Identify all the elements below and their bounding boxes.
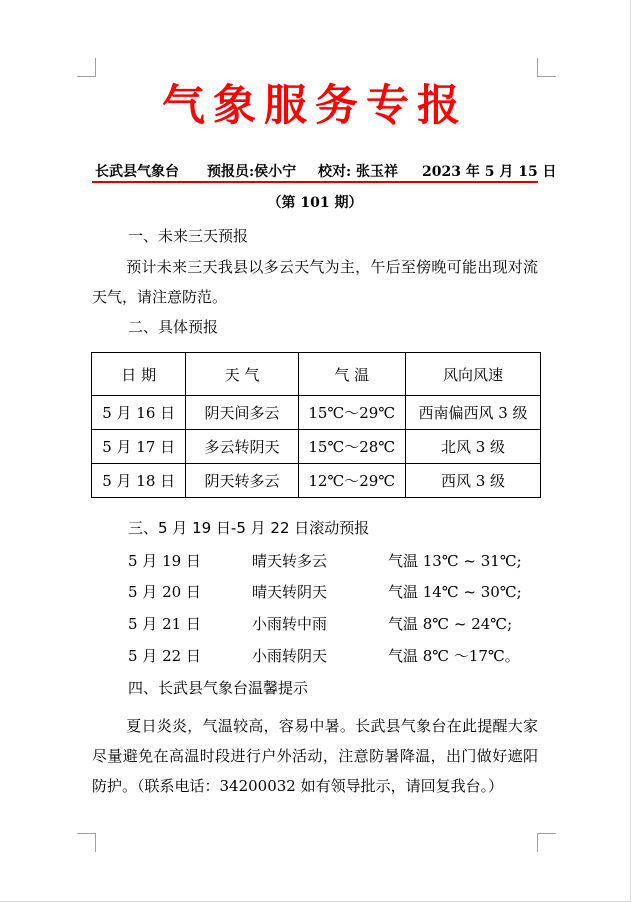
rolling-temp: 气温 13℃ ~ 31℃; (388, 552, 522, 570)
table-cell: 12℃～29℃ (298, 464, 405, 498)
section1-text-content: 预计未来三天我县以多云天气为主，午后至傍晚可能出现对流天气，请注意防范。 (92, 258, 538, 306)
table-cell: 多云转阴天 (186, 430, 298, 464)
rolling-weather: 晴天转多云 (252, 552, 328, 570)
section4-text-content: 夏日炎炎，气温较高，容易中暑。长武县气象台在此提醒大家尽量避免在高温时段进行户外活动，注意防暑降温，出门做好遮阳防护。（联系电话：34200032 如有领导批示，请回复我台。） (92, 717, 538, 795)
table-cell: 15℃～29℃ (298, 396, 405, 430)
header-forecaster: 预报员:侯小宁 (207, 164, 297, 180)
header-date: 2023 年 5 月 15 日 (422, 164, 557, 180)
table-header-cell: 天 气 (186, 353, 298, 396)
table-header-cell: 风向风速 (405, 353, 540, 396)
section4-text (92, 711, 538, 801)
table-cell: 阴天转多云 (186, 464, 298, 498)
margin-corner-bottom-right (537, 833, 556, 852)
rolling-weather: 小雨转中雨 (252, 615, 328, 633)
rolling-date: 5 月 20 日 (128, 583, 201, 601)
rolling-weather: 小雨转阴天 (252, 647, 328, 665)
table-cell: 西南偏西风 3 级 (405, 396, 540, 430)
table-row (92, 430, 541, 464)
list-item (128, 612, 548, 636)
table-header-cell: 日 期 (92, 353, 186, 396)
rolling-date: 5 月 19 日 (128, 552, 201, 570)
section1-heading: 一、未来三天预报 (128, 227, 249, 245)
table-cell: 5 月 17 日 (92, 430, 186, 464)
header-station: 长武县气象台 (95, 164, 179, 180)
rolling-temp: 气温 8℃ ～17℃。 (388, 647, 520, 665)
margin-corner-bottom-left (77, 833, 96, 852)
rolling-temp: 气温 14℃ ~ 30℃; (388, 583, 522, 601)
rolling-temp: 气温 8℃ ~ 24℃; (388, 615, 513, 633)
table-cell: 5 月 16 日 (92, 396, 186, 430)
header-info (92, 161, 557, 183)
rolling-date: 5 月 22 日 (128, 647, 201, 665)
issue-number: （第 101 期） (267, 195, 363, 211)
table-header-cell: 气 温 (298, 353, 405, 396)
list-item (128, 580, 548, 604)
header-divider (92, 181, 538, 183)
margin-corner-top-right (537, 58, 556, 77)
document-title: 气象服务专报 (162, 81, 468, 131)
table-cell: 阴天间多云 (186, 396, 298, 430)
section4-heading: 四、长武县气象台温馨提示 (128, 679, 309, 697)
table-cell: 5 月 18 日 (92, 464, 186, 498)
forecast-table (91, 352, 541, 498)
margin-corner-top-left (77, 58, 96, 77)
table-row (92, 464, 541, 498)
section2-heading: 二、具体预报 (128, 318, 219, 336)
table-cell: 15℃～28℃ (298, 430, 405, 464)
table-row (92, 396, 541, 430)
rolling-date: 5 月 21 日 (128, 615, 201, 633)
table-header-row (92, 353, 541, 396)
table-cell: 西风 3 级 (405, 464, 540, 498)
header-checker: 校对: 张玉祥 (318, 164, 399, 180)
rolling-weather: 晴天转阴天 (252, 583, 328, 601)
list-item (128, 549, 548, 573)
table-cell: 北风 3 级 (405, 430, 540, 464)
section1-text (92, 252, 538, 312)
section3-heading: 三、5 月 19 日-5 月 22 日滚动预报 (128, 519, 370, 537)
list-item (128, 644, 548, 668)
